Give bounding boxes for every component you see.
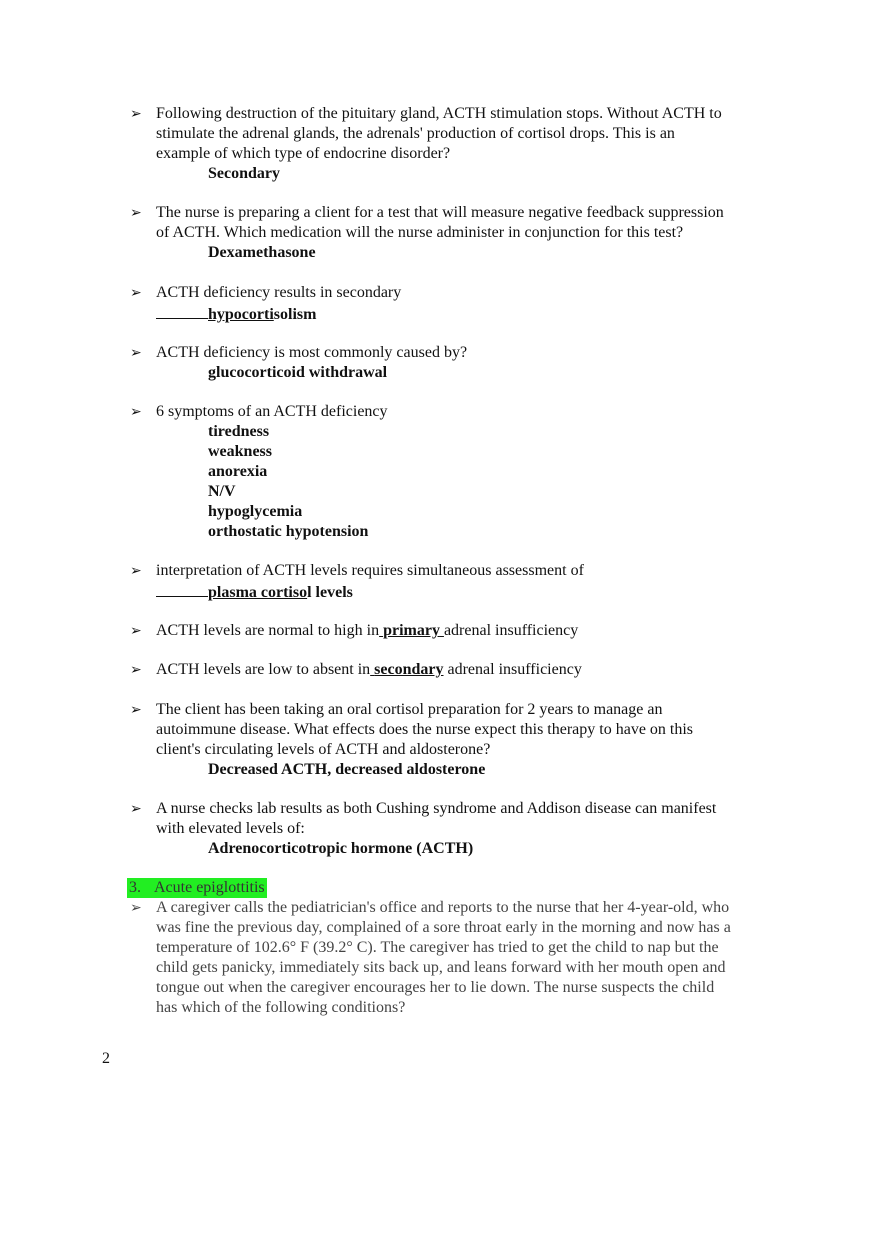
section-title: Acute epiglottitis bbox=[154, 879, 265, 896]
question-item bbox=[130, 621, 790, 641]
question-item bbox=[130, 660, 790, 680]
answer: Secondary bbox=[208, 165, 280, 182]
question-item bbox=[130, 203, 790, 263]
scenario-line: child gets panicky, immediately sits back up, and leans forward with her mouth open and bbox=[156, 959, 726, 976]
fill-in-answer bbox=[156, 581, 790, 603]
question-item bbox=[130, 700, 790, 780]
question-item bbox=[130, 402, 790, 542]
question-item bbox=[130, 799, 790, 859]
arrow-bullet-icon: ➢ bbox=[130, 623, 142, 639]
arrow-bullet-icon: ➢ bbox=[130, 662, 142, 678]
question-line: stimulate the adrenal glands, the adrenals' production of cortisol drops. This is an bbox=[156, 125, 675, 142]
question-item bbox=[130, 343, 790, 383]
question-line: The nurse is preparing a client for a test that will measure negative feedback suppression bbox=[156, 204, 724, 221]
fill-in-answer bbox=[156, 303, 790, 325]
section-heading bbox=[127, 878, 267, 898]
scenario-item bbox=[130, 898, 790, 1018]
symptom-answer: weakness bbox=[208, 443, 273, 460]
answer-blank bbox=[156, 581, 208, 597]
arrow-bullet-icon: ➢ bbox=[130, 285, 142, 301]
answer-underlined: plasma cortiso bbox=[208, 584, 308, 601]
statement-line bbox=[156, 621, 790, 641]
page-number: 2 bbox=[102, 1050, 110, 1067]
keyword-primary: primary bbox=[383, 622, 440, 639]
answer: Adrenocorticotropic hormone (ACTH) bbox=[208, 840, 474, 857]
statement-line bbox=[156, 660, 790, 680]
answer-blank bbox=[156, 303, 208, 319]
question-line: of ACTH. Which medication will the nurse administer in conjunction for this test? bbox=[156, 224, 684, 241]
symptom-answer: N/V bbox=[208, 483, 236, 500]
question-line: 6 symptoms of an ACTH deficiency bbox=[156, 403, 388, 420]
arrow-bullet-icon: ➢ bbox=[130, 205, 142, 221]
arrow-bullet-icon: ➢ bbox=[130, 404, 142, 420]
symptom-answer: tiredness bbox=[208, 423, 270, 440]
answer-rest: l levels bbox=[307, 584, 353, 601]
arrow-bullet-icon: ➢ bbox=[130, 345, 142, 361]
scenario-line: A caregiver calls the pediatrician's office and reports to the nurse that her 4-year-old, who bbox=[156, 899, 730, 916]
question-line: with elevated levels of: bbox=[156, 820, 305, 837]
scenario-line: temperature of 102.6° F (39.2° C). The caregiver has tried to get the child to nap but the bbox=[156, 939, 719, 956]
question-item bbox=[130, 104, 790, 184]
statement-text: ACTH levels are normal to high in bbox=[156, 622, 380, 639]
answer: Decreased ACTH, decreased aldosterone bbox=[208, 761, 486, 778]
scenario-line: tongue out when the caregiver encourages her to lie down. The nurse suspects the child bbox=[156, 979, 715, 996]
arrow-bullet-icon: ➢ bbox=[130, 702, 142, 718]
question-line: example of which type of endocrine disorder? bbox=[156, 145, 451, 162]
question-line: ACTH deficiency is most commonly caused by? bbox=[156, 344, 468, 361]
question-line: autoimmune disease. What effects does the nurse expect this therapy to have on this bbox=[156, 721, 694, 738]
arrow-bullet-icon: ➢ bbox=[130, 900, 142, 916]
symptom-answer: anorexia bbox=[208, 463, 268, 480]
answer: glucocorticoid withdrawal bbox=[208, 364, 388, 381]
section-number: 3. bbox=[129, 879, 141, 896]
symptom-answer: orthostatic hypotension bbox=[208, 523, 369, 540]
question-line: Following destruction of the pituitary gland, ACTH stimulation stops. Without ACTH to bbox=[156, 105, 722, 122]
answer: Dexamethasone bbox=[208, 244, 316, 261]
statement-text: adrenal insufficiency bbox=[443, 622, 579, 639]
question-line: ACTH deficiency results in secondary bbox=[156, 284, 402, 301]
answer-underlined: hypocorti bbox=[208, 306, 274, 323]
question-line: A nurse checks lab results as both Cushing syndrome and Addison disease can manifest bbox=[156, 800, 717, 817]
arrow-bullet-icon: ➢ bbox=[130, 563, 142, 579]
question-item bbox=[130, 283, 790, 325]
question-line: client's circulating levels of ACTH and aldosterone? bbox=[156, 741, 491, 758]
arrow-bullet-icon: ➢ bbox=[130, 106, 142, 122]
scenario-line: has which of the following conditions? bbox=[156, 999, 406, 1016]
scenario-line: was fine the previous day, complained of a sore throat early in the morning and now has a bbox=[156, 919, 731, 936]
question-line: interpretation of ACTH levels requires simultaneous assessment of bbox=[156, 562, 584, 579]
keyword-secondary: secondary bbox=[374, 661, 444, 678]
question-line: The client has been taking an oral cortisol preparation for 2 years to manage an bbox=[156, 701, 663, 718]
statement-text: ACTH levels are low to absent in bbox=[156, 661, 371, 678]
arrow-bullet-icon: ➢ bbox=[130, 801, 142, 817]
question-item bbox=[130, 561, 790, 603]
answer-rest: solism bbox=[273, 306, 317, 323]
statement-text: adrenal insufficiency bbox=[447, 661, 582, 678]
symptom-answer: hypoglycemia bbox=[208, 503, 303, 520]
